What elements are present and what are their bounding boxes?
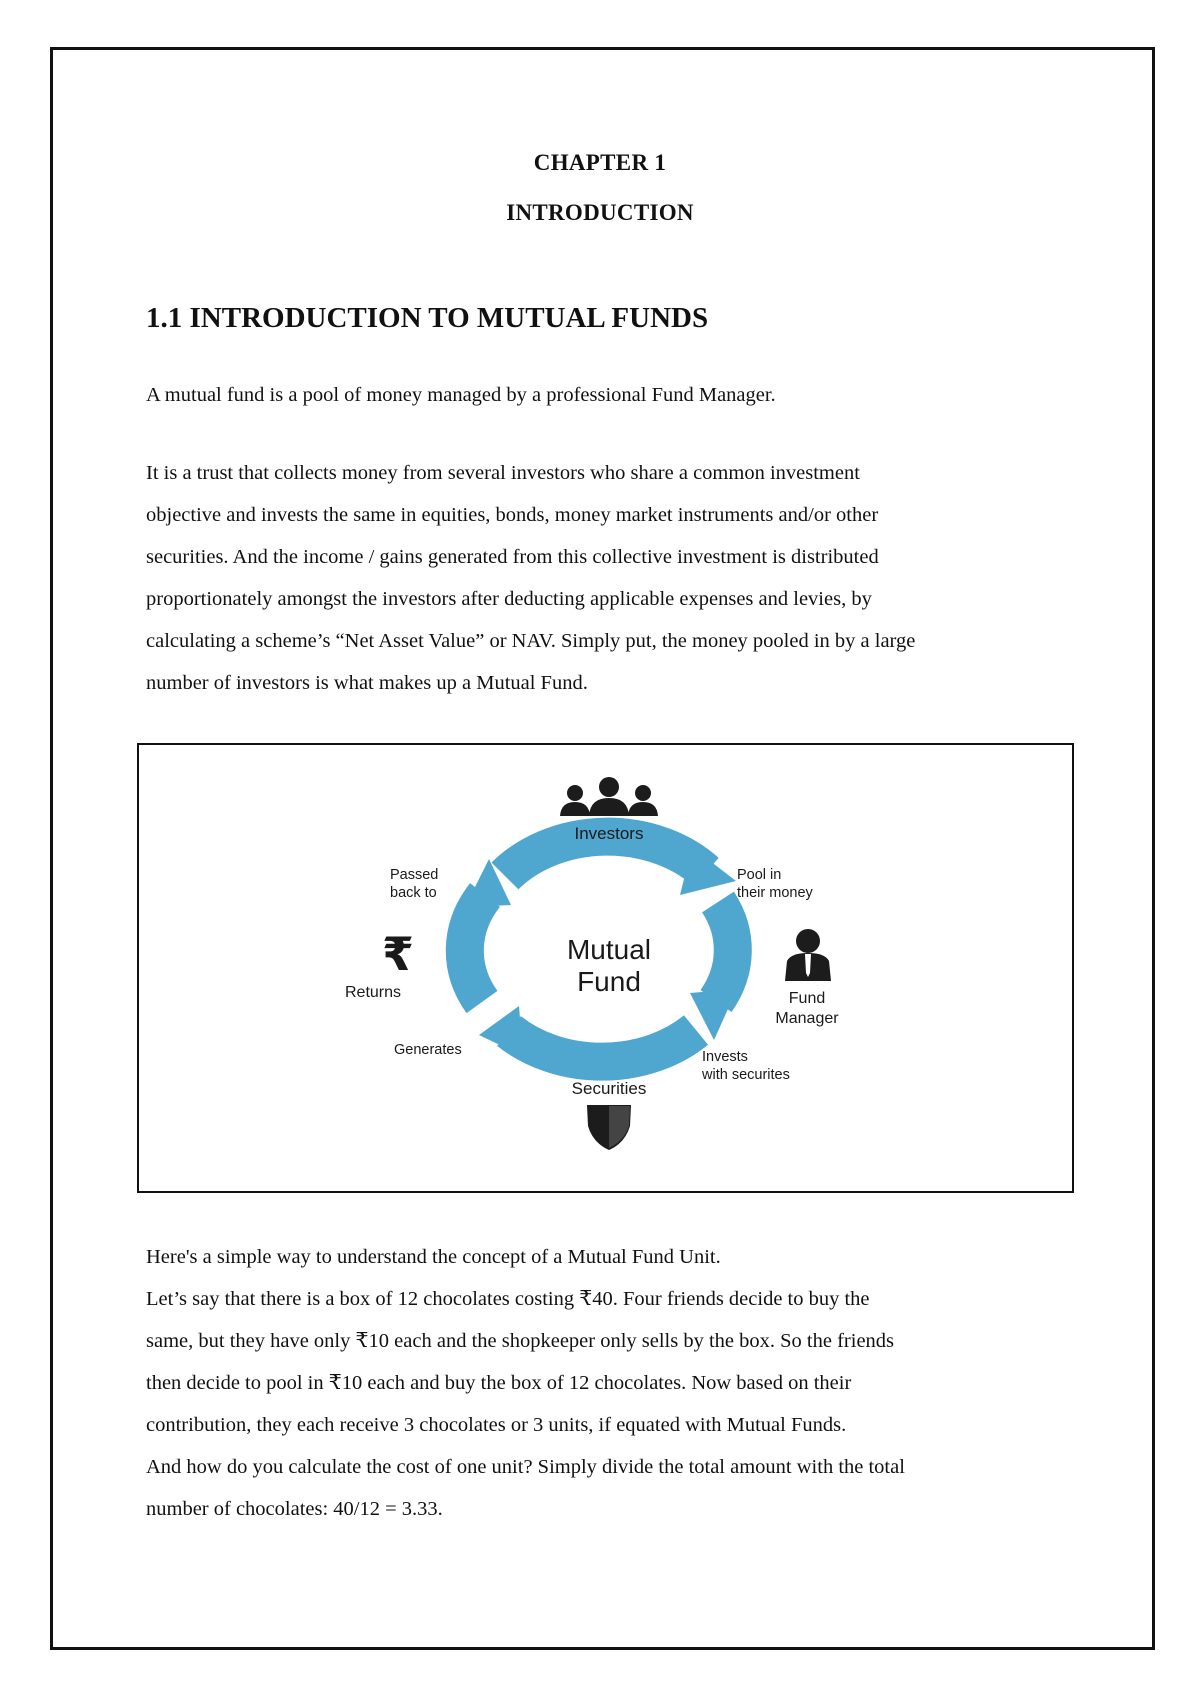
diagram-canvas: [139, 745, 1072, 1191]
definition-paragraph: [146, 452, 1086, 704]
chocolate-example-paragraph: [146, 1236, 1086, 1530]
passed-label-line2: back to: [390, 885, 437, 901]
text-line: number of investors is what makes up a Mutual Fund.: [146, 672, 588, 694]
text-line: securities. And the income / gains generated from this collective investment is distributed: [146, 546, 879, 568]
text-line: contribution, they each receive 3 chocolates or 3 units, if equated with Mutual Funds.: [146, 1414, 847, 1436]
text-line: objective and invests the same in equities, bonds, money market instruments and/or other: [146, 504, 879, 526]
text-line: calculating a scheme’s “Net Asset Value” or NAV. Simply put, the money pooled in by a large: [146, 630, 916, 652]
ring-arc-left: [465, 895, 485, 1002]
shield-icon: [587, 1105, 631, 1150]
chapter-number: CHAPTER 1: [533, 150, 667, 175]
invests-label-line2: with securites: [702, 1067, 790, 1083]
invests-label-line1: Invests: [702, 1049, 748, 1065]
investors-label: Investors: [574, 824, 644, 843]
text-line: And how do you calculate the cost of one unit? Simply divide the total amount with the total: [146, 1456, 905, 1478]
businessman-icon: [785, 929, 831, 981]
people-group-icon: [560, 777, 658, 816]
text-line: proportionately amongst the investors after deducting applicable expenses and levies, by: [146, 588, 872, 610]
passed-label-line1: Passed: [390, 867, 439, 883]
securities-label: Securities: [571, 1079, 647, 1098]
pool-label-line1: Pool in: [737, 867, 782, 883]
manager-label-line1: Fund: [788, 990, 826, 1007]
text-line: then decide to pool in ₹10 each and buy the box of 12 chocolates. Now based on their: [146, 1372, 852, 1394]
generates-label: Generates: [394, 1042, 462, 1058]
diagram-center-line2: Fund: [577, 966, 641, 997]
manager-label-line2: Manager: [775, 1010, 839, 1027]
rupee-icon: ₹: [382, 928, 415, 980]
ring-arc-bottom: [509, 1030, 696, 1062]
chapter-title: INTRODUCTION: [506, 200, 694, 225]
returns-label: Returns: [345, 984, 402, 1001]
ring-arc-right: [716, 902, 733, 1001]
text-line: It is a trust that collects money from several investors who share a common investment: [146, 462, 860, 484]
text-line: same, but they have only ₹10 each and the shopkeeper only sells by the box. So the friends: [146, 1330, 895, 1352]
intro-paragraph: A mutual fund is a pool of money managed by a professional Fund Manager.: [146, 384, 776, 406]
section-heading: 1.1 INTRODUCTION TO MUTUAL FUNDS: [146, 302, 709, 334]
diagram-center-line1: Mutual: [566, 934, 652, 965]
text-line: number of chocolates: 40/12 = 3.33.: [146, 1498, 443, 1520]
mutual-fund-diagram: [137, 743, 1074, 1193]
pool-label-line2: their money: [737, 885, 813, 901]
text-line: Let’s say that there is a box of 12 chocolates costing ₹40. Four friends decide to buy the: [146, 1288, 870, 1310]
text-line: Here's a simple way to understand the concept of a Mutual Fund Unit.: [146, 1246, 721, 1268]
